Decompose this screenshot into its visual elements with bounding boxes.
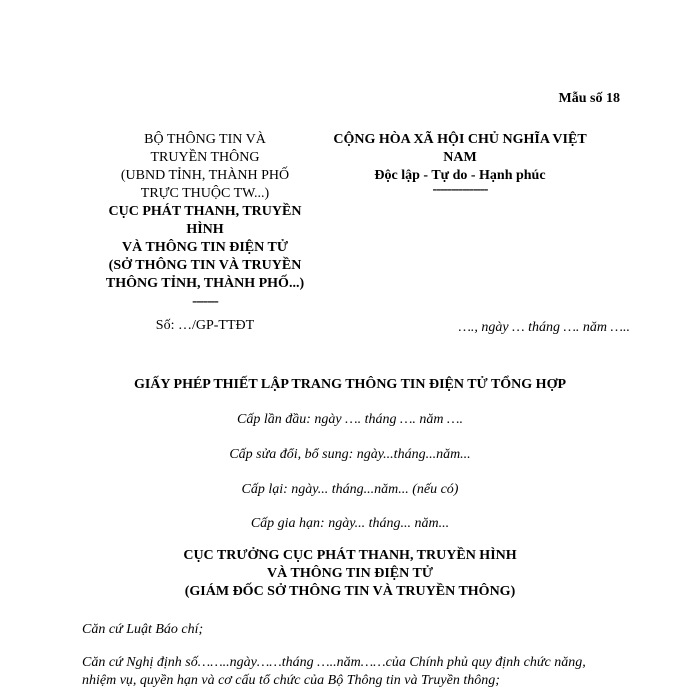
form-number: Mẫu số 18 <box>558 91 620 106</box>
issue-line-extended: Cấp gia hạn: ngày... tháng... năm... <box>250 516 450 531</box>
nation-name-line: NAM <box>443 150 477 165</box>
legal-basis-line: nhiệm vụ, quyền hạn và cơ cấu tổ chức của Bộ Thông tin và Truyền thông; <box>82 673 500 688</box>
legal-basis-law: Căn cứ Luật Báo chí; <box>82 622 204 637</box>
legal-basis-decree <box>82 654 652 690</box>
nation-divider: --------------- <box>432 182 488 197</box>
authority-line: (GIÁM ĐỐC SỞ THÔNG TIN VÀ TRUYỀN THÔNG) <box>184 584 516 599</box>
authority-line: CỤC TRƯỞNG CỤC PHÁT THANH, TRUYỀN HÌNH <box>183 548 517 563</box>
authority-line: VÀ THÔNG TIN ĐIỆN TỬ <box>267 566 433 581</box>
issue-line-reissued: Cấp lại: ngày... tháng...năm... (nếu có) <box>241 482 459 497</box>
agency-line: (SỞ THÔNG TIN VÀ TRUYỀN <box>108 258 302 273</box>
document-number: Số: …/GP-TTĐT <box>155 318 255 333</box>
nation-header <box>300 131 620 195</box>
date-line: …., ngày … tháng …. năm ….. <box>458 320 630 335</box>
document-title: GIẤY PHÉP THIẾT LẬP TRANG THÔNG TIN ĐIỆN TỬ TỔNG HỢP <box>133 377 567 392</box>
nation-motto: Độc lập - Tự do - Hạnh phúc <box>374 168 546 183</box>
agency-divider: ------- <box>192 294 218 309</box>
issue-line-first: Cấp lần đầu: ngày …. tháng …. năm …. <box>237 412 463 427</box>
agency-line: BỘ THÔNG TIN VÀ <box>144 132 266 147</box>
agency-line: TRUYỀN THÔNG <box>150 150 260 165</box>
agency-line: HÌNH <box>186 222 224 237</box>
agency-line: THÔNG TỈNH, THÀNH PHỐ...) <box>105 276 305 291</box>
agency-line: CỤC PHÁT THANH, TRUYỀN <box>108 204 302 219</box>
agency-line: VÀ THÔNG TIN ĐIỆN TỬ <box>122 240 288 255</box>
agency-line: TRỰC THUỘC TW...) <box>140 186 270 201</box>
legal-basis-line: Căn cứ Nghị định số……..ngày……tháng …..năm……của Chính phủ quy định chức năng, <box>82 655 586 670</box>
agency-line: (UBND TỈNH, THÀNH PHỐ <box>120 168 290 183</box>
authority-block <box>60 547 640 601</box>
nation-name-line: CỘNG HÒA XÃ HỘI CHỦ NGHĨA VIỆT <box>333 132 587 147</box>
issue-line-amended: Cấp sửa đổi, bổ sung: ngày...tháng...năm... <box>229 447 471 462</box>
